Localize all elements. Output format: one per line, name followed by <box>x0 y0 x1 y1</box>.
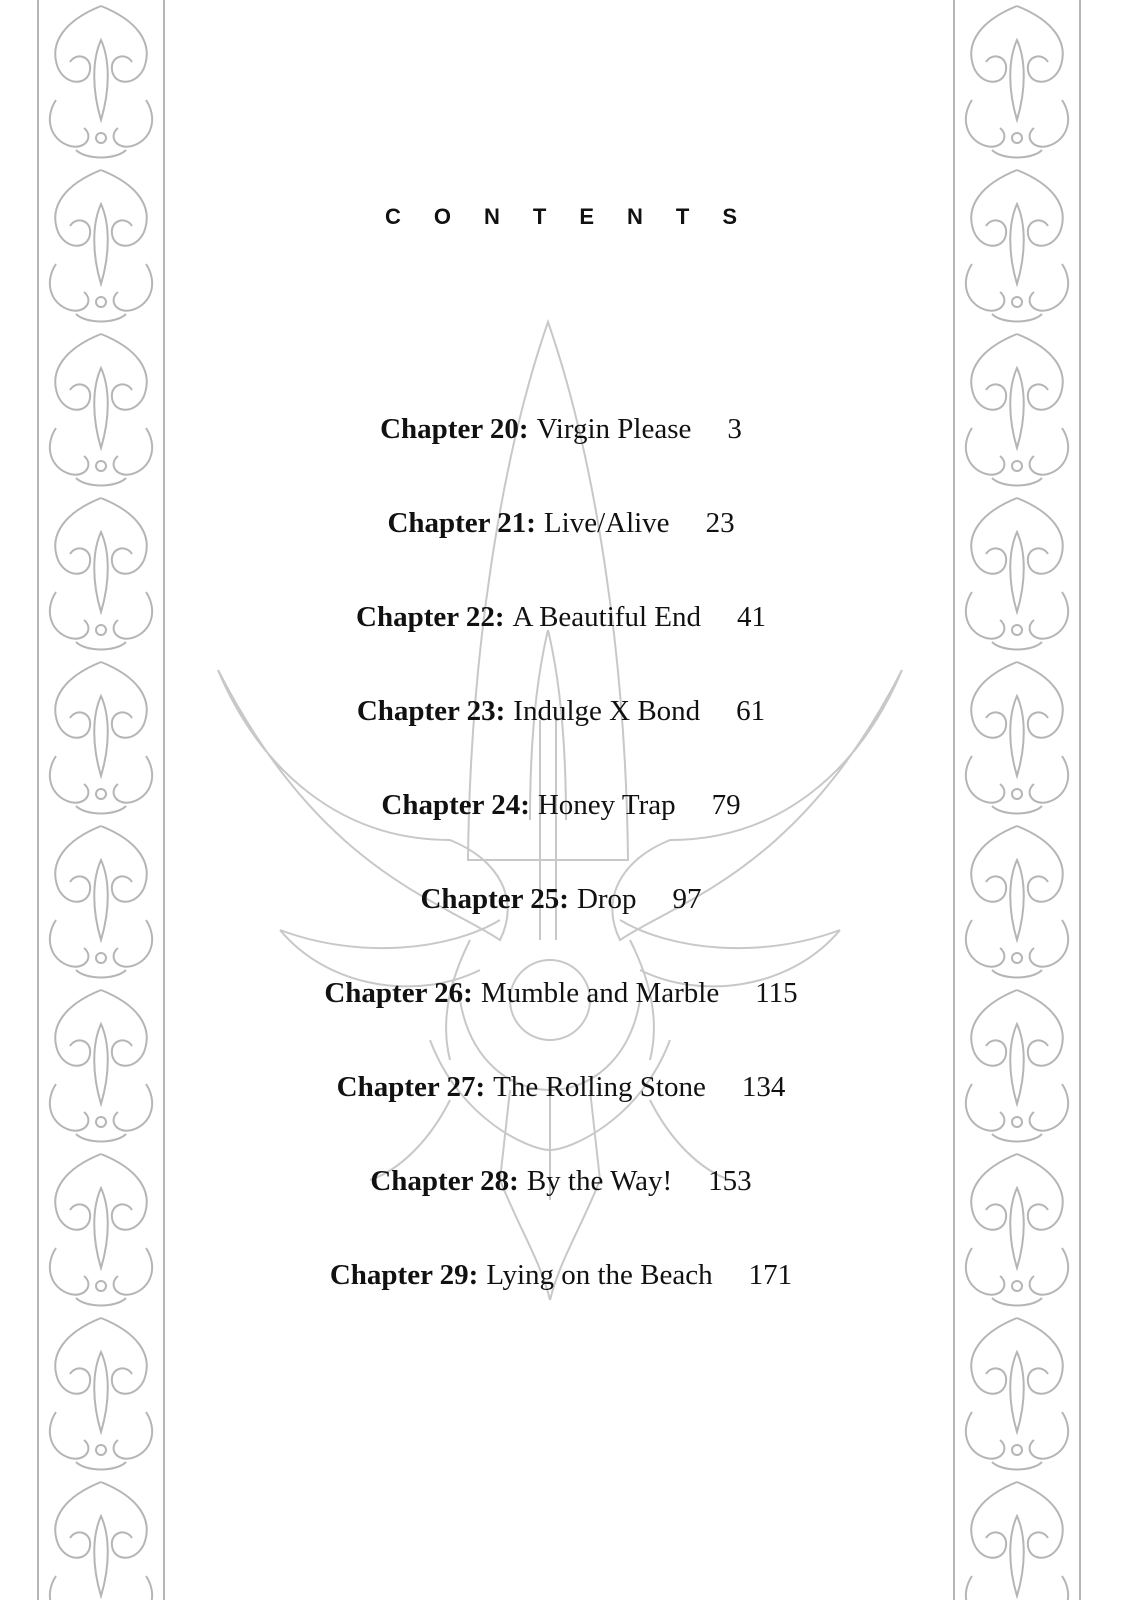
chapter-page-number: 97 <box>672 883 702 915</box>
chapter-label: Chapter 26: <box>324 977 473 1009</box>
toc-entry-26[interactable] <box>0 966 1122 1060</box>
chapter-page-number: 41 <box>736 601 766 633</box>
table-of-contents <box>0 402 1122 1342</box>
chapter-title: Drop <box>576 883 637 915</box>
chapter-label: Chapter 22: <box>356 601 505 633</box>
chapter-label: Chapter 24: <box>381 789 530 821</box>
toc-entry-22[interactable] <box>0 590 1122 684</box>
chapter-title: Indulge X Bond <box>513 695 701 727</box>
chapter-label: Chapter 20: <box>380 413 529 445</box>
chapter-title: A Beautiful End <box>512 601 701 633</box>
chapter-page-number: 153 <box>708 1165 752 1197</box>
chapter-page-number: 171 <box>748 1259 793 1291</box>
chapter-title: Virgin Please <box>536 413 692 445</box>
toc-entry-24[interactable] <box>0 778 1122 872</box>
chapter-page-number: 3 <box>727 413 742 445</box>
chapter-title: Mumble and Marble <box>480 977 720 1009</box>
chapter-label: Chapter 25: <box>420 883 569 915</box>
chapter-page-number: 79 <box>711 789 741 821</box>
chapter-page-number: 134 <box>741 1071 786 1103</box>
toc-entry-23[interactable] <box>0 684 1122 778</box>
contents-heading: CONTENTS <box>385 204 770 229</box>
chapter-label: Chapter 27: <box>336 1071 486 1103</box>
chapter-label: Chapter 28: <box>370 1165 519 1197</box>
toc-entry-28[interactable] <box>0 1154 1122 1248</box>
chapter-title: Live/Alive <box>543 507 670 539</box>
toc-entry-27[interactable] <box>0 1060 1122 1154</box>
toc-entry-25[interactable] <box>0 872 1122 966</box>
chapter-label: Chapter 29: <box>329 1259 479 1291</box>
toc-entry-20[interactable] <box>0 402 1122 496</box>
toc-entry-29[interactable] <box>0 1248 1122 1342</box>
chapter-page-number: 23 <box>705 507 735 539</box>
chapter-page-number: 115 <box>755 977 798 1009</box>
chapter-page-number: 61 <box>736 695 766 727</box>
chapter-label: Chapter 23: <box>356 695 506 727</box>
chapter-label: Chapter 21: <box>387 507 536 539</box>
chapter-title: Honey Trap <box>537 789 676 821</box>
toc-entry-21[interactable] <box>0 496 1122 590</box>
chapter-title: The Rolling Stone <box>493 1071 706 1103</box>
chapter-title: By the Way! <box>526 1165 673 1197</box>
chapter-title: Lying on the Beach <box>486 1259 713 1291</box>
